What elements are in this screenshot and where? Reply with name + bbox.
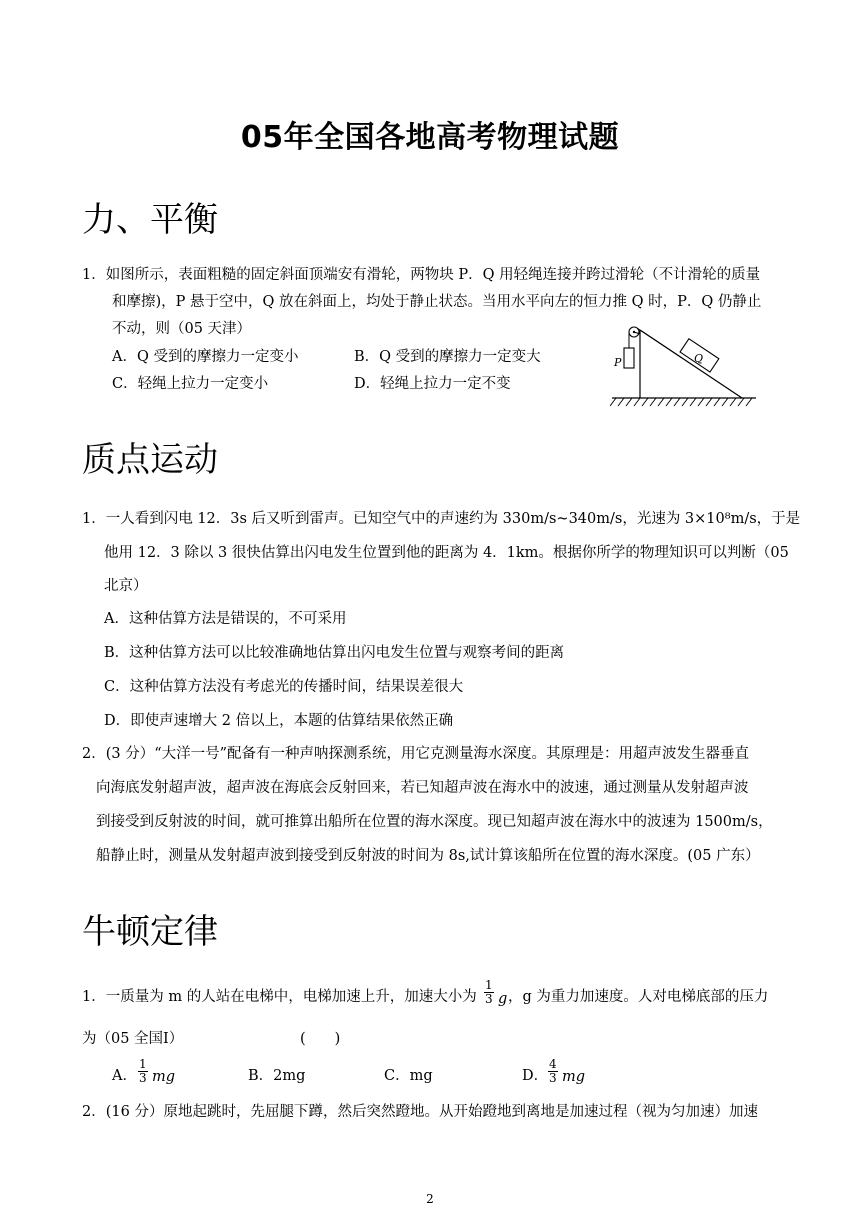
s2-q1-line3: 北京） (104, 578, 148, 594)
s1-q1-option-c: C．轻绳上拉力一定变小 (112, 376, 269, 392)
s2-q2-line2: 向海底发射超声波，超声波在海底会反射回来，若已知超声波在海水中的波速，通过测量从发射超声波 (96, 780, 749, 796)
s3-q1-option-d-mg: mg (562, 1069, 586, 1085)
s1-q1-option-a: A．Q 受到的摩擦力一定变小 (112, 349, 299, 365)
s3-q1-text-part1: 1．一质量为 m 的人站在电梯中，电梯加速上升，加速大小为 (82, 989, 477, 1005)
figure-label-q: Q (694, 352, 704, 365)
fraction-numerator: 4 (549, 1057, 557, 1071)
figure-label-p: P (614, 356, 622, 369)
section-heading-particle-motion: 质点运动 (82, 440, 218, 480)
fraction-numerator: 1 (485, 978, 493, 992)
s3-q1-text-part2: ，g 为重力加速度。人对电梯底部的压力 (508, 989, 769, 1005)
s3-q1-option-d-label: D． (522, 1068, 549, 1084)
s3-q1-option-d-fraction (548, 1058, 558, 1085)
s2-q2-line4: 船静止时，测量从发射超声波到接受到反射波的时间为 8s,试计算该船所在位置的海水深度。(05 广东） (96, 848, 760, 864)
s1-q1-line2: 和摩擦)，P 悬于空中，Q 放在斜面上，均处于静止状态。当用水平向左的恒力推 Q 时，P．Q 仍静止 (112, 294, 762, 310)
s2-q1-option-b: B．这种估算方法可以比较准确地估算出闪电发生位置与观察考间的距离 (104, 645, 565, 661)
s2-q2-line1: 2．(3 分）“大洋一号”配备有一种声呐探测系统，用它克测量海水深度。其原理是：用超声波发生器垂直 (82, 746, 750, 762)
s3-q1-g: g (498, 991, 508, 1007)
incline-pulley-figure (610, 318, 760, 410)
document-title: 05年全国各地高考物理试题 (240, 120, 620, 155)
section-heading-force-balance: 力、平衡 (82, 200, 218, 240)
fraction-numerator: 1 (139, 1057, 147, 1071)
s1-q1-option-b: B．Q 受到的摩擦力一定变大 (354, 349, 541, 365)
s2-q1-option-c: C．这种估算方法没有考虑光的传播时间，结果误差很大 (104, 679, 464, 695)
s2-q1-line1: 1．一人看到闪电 12．3s 后又听到雷声。已知空气中的声速约为 330m/s~340m/s，光速为 3×10⁸m/s，于是 (82, 511, 801, 527)
page-number: 2 (426, 1192, 434, 1206)
s2-q1-option-d: D．即使声速增大 2 倍以上，本题的估算结果依然正确 (104, 713, 454, 729)
s2-q1-option-a: A．这种估算方法是错误的，不可采用 (104, 611, 347, 627)
s3-q1-option-c: C．mg (384, 1068, 433, 1084)
s3-q1-option-a-fraction (138, 1058, 148, 1085)
s3-q1-line1 (82, 987, 477, 1007)
s3-q1-answer-paren: ( ) (300, 1031, 341, 1047)
s1-q1-option-d: D．轻绳上拉力一定不变 (354, 376, 511, 392)
s3-q1-option-a-label: A． (112, 1068, 137, 1084)
fraction-denominator: 3 (485, 992, 493, 1006)
s2-q2-line3: 到接受到反射波的时间，就可推算出船所在位置的海水深度。现已知超声波在海水中的波速为 1500m/s， (96, 814, 773, 830)
s3-q1-option-b: B．2mg (248, 1068, 306, 1084)
s1-q1-line3: 不动，则（05 天津） (112, 321, 252, 337)
fraction-denominator: 3 (139, 1071, 147, 1085)
s3-q1-option-a-mg: mg (152, 1069, 176, 1085)
section-heading-newton-laws: 牛顿定律 (82, 912, 218, 952)
s3-q1-fraction (484, 979, 494, 1006)
s3-q1-line2: 为（05 全国Ⅰ） (82, 1031, 184, 1047)
s2-q1-line2: 他用 12．3 除以 3 很快估算出闪电发生位置到他的距离为 4．1km。根据你所学的物理知识可以判断（05 (104, 545, 789, 561)
s1-q1-line1: 1．如图所示，表面粗糙的固定斜面顶端安有滑轮，两物块 P．Q 用轻绳连接并跨过滑轮（不计滑轮的质量 (82, 267, 761, 283)
fraction-denominator: 3 (549, 1071, 557, 1085)
s3-q2-line1: 2．(16 分）原地起跳时，先屈腿下蹲，然后突然蹬地。从开始蹬地到离地是加速过程（视为匀加速）加速 (82, 1104, 758, 1120)
